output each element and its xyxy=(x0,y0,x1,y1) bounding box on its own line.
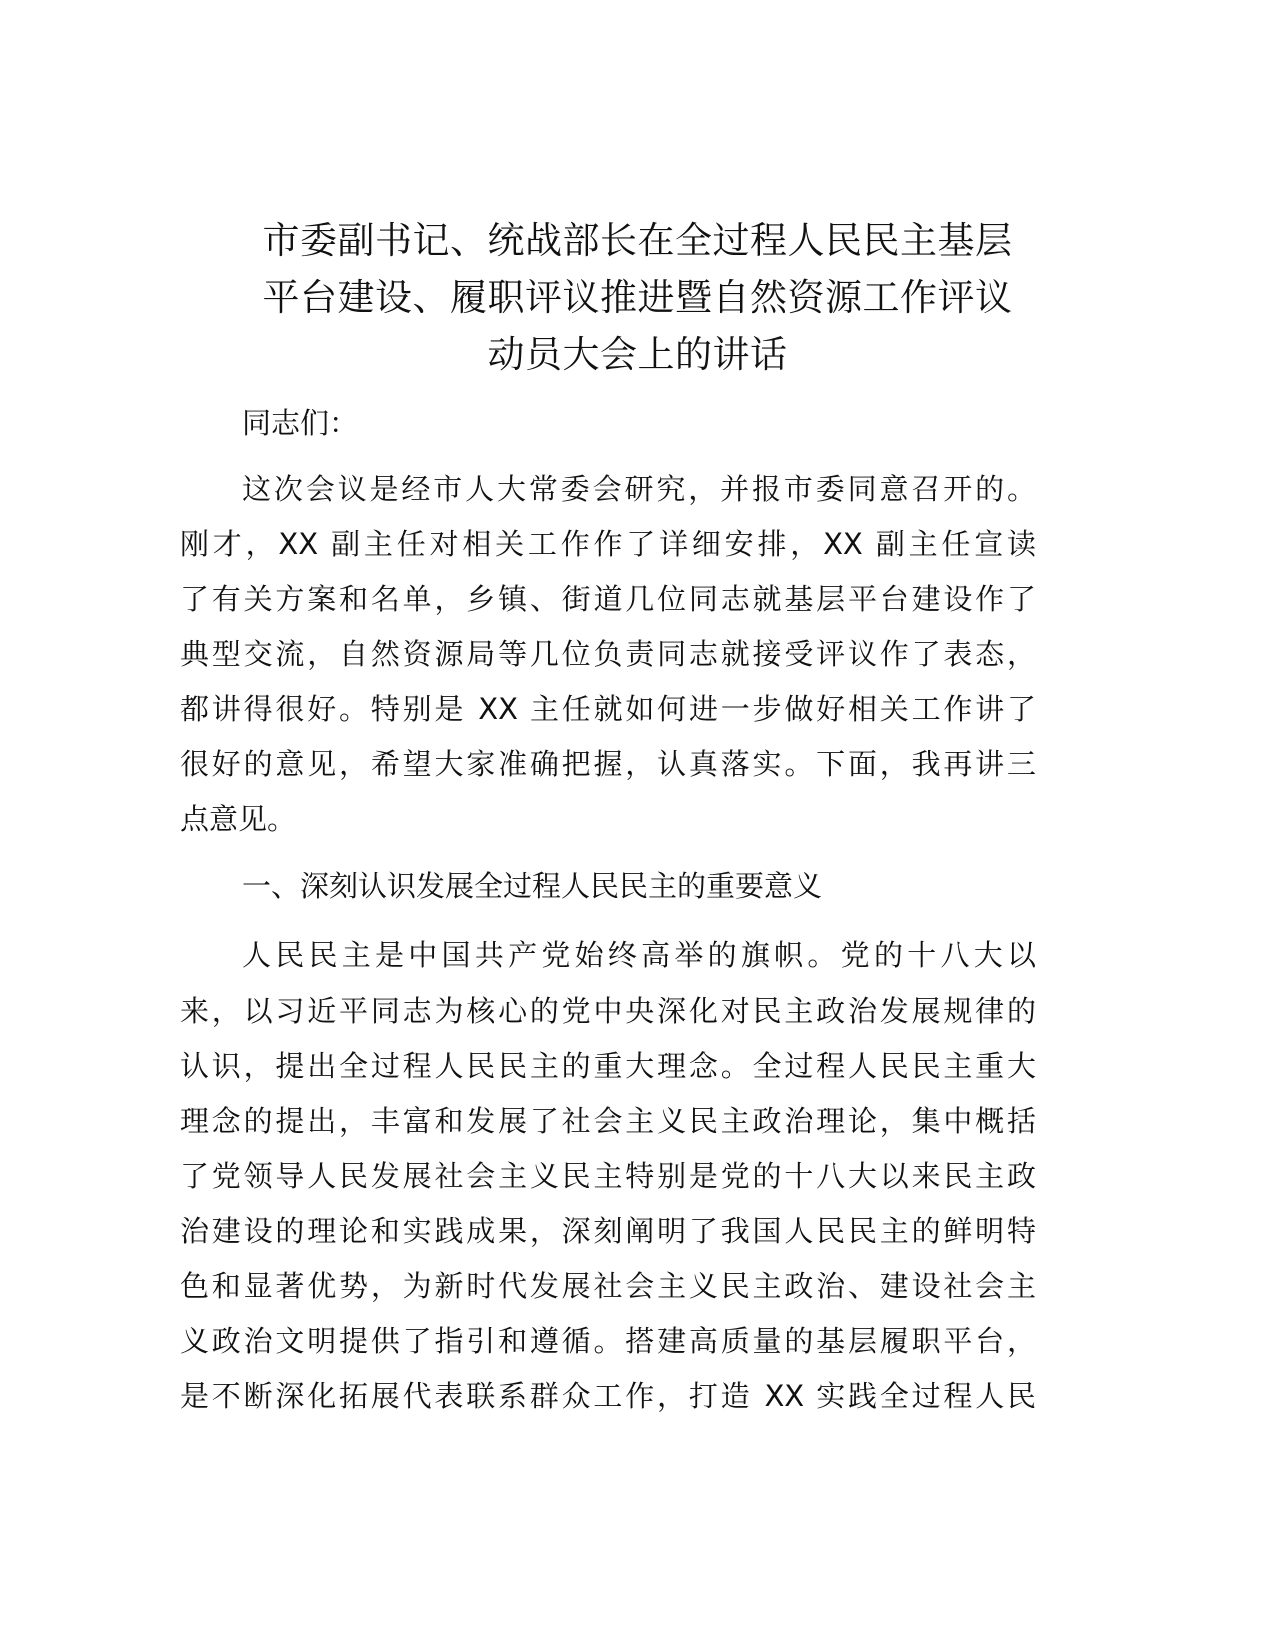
paragraph-line: 这次会议是经市人大常委会研究，并报市委同意召开的。 xyxy=(242,472,1036,506)
paragraph-line: 认识，提出全过程人民民主的重大理念。全过程人民民主重大 xyxy=(180,1049,1036,1083)
title-line-1: 市委副书记、统战部长在全过程人民民主基层 xyxy=(262,219,1013,262)
paragraph-line: 理念的提出，丰富和发展了社会主义民主政治理论，集中概括 xyxy=(180,1104,1036,1138)
paragraph-line: 典型交流，自然资源局等几位负责同志就接受评议作了表态， xyxy=(180,637,1036,671)
paragraph-line: 治建设的理论和实践成果，深刻阐明了我国人民民主的鲜明特 xyxy=(180,1214,1036,1248)
paragraph-line: 了有关方案和名单，乡镇、街道几位同志就基层平台建设作了 xyxy=(180,582,1036,616)
paragraph-line: 色和显著优势，为新时代发展社会主义民主政治、建设社会主 xyxy=(180,1269,1036,1303)
paragraph-line: 义政治文明提供了指引和遵循。搭建高质量的基层履职平台， xyxy=(180,1324,1036,1358)
title-line-2: 平台建设、履职评议推进暨自然资源工作评议 xyxy=(262,276,1013,319)
salutation: 同志们： xyxy=(242,406,359,440)
paragraph-line: 了党领导人民发展社会主义民主特别是党的十八大以来民主政 xyxy=(180,1159,1036,1193)
document-title xyxy=(150,212,1125,383)
paragraph-line: 来，以习近平同志为核心的党中央深化对民主政治发展规律的 xyxy=(180,994,1036,1028)
title-line-3: 动员大会上的讲话 xyxy=(487,333,788,376)
paragraph-line: 是不断深化拓展代表联系群众工作，打造 XX 实践全过程人民 xyxy=(180,1379,1036,1413)
paragraph-line: 刚才，XX 副主任对相关工作作了详细安排，XX 副主任宣读 xyxy=(180,527,1036,561)
paragraph-line: 很好的意见，希望大家准确把握，认真落实。下面，我再讲三 xyxy=(180,747,1036,781)
paragraph-line: 人民民主是中国共产党始终高举的旗帜。党的十八大以 xyxy=(242,938,1036,972)
paragraph-line: 都讲得很好。特别是 XX 主任就如何进一步做好相关工作讲了 xyxy=(180,692,1036,726)
section-heading: 一、深刻认识发展全过程人民民主的重要意义 xyxy=(242,869,823,903)
paragraph-line: 点意见。 xyxy=(180,802,297,836)
